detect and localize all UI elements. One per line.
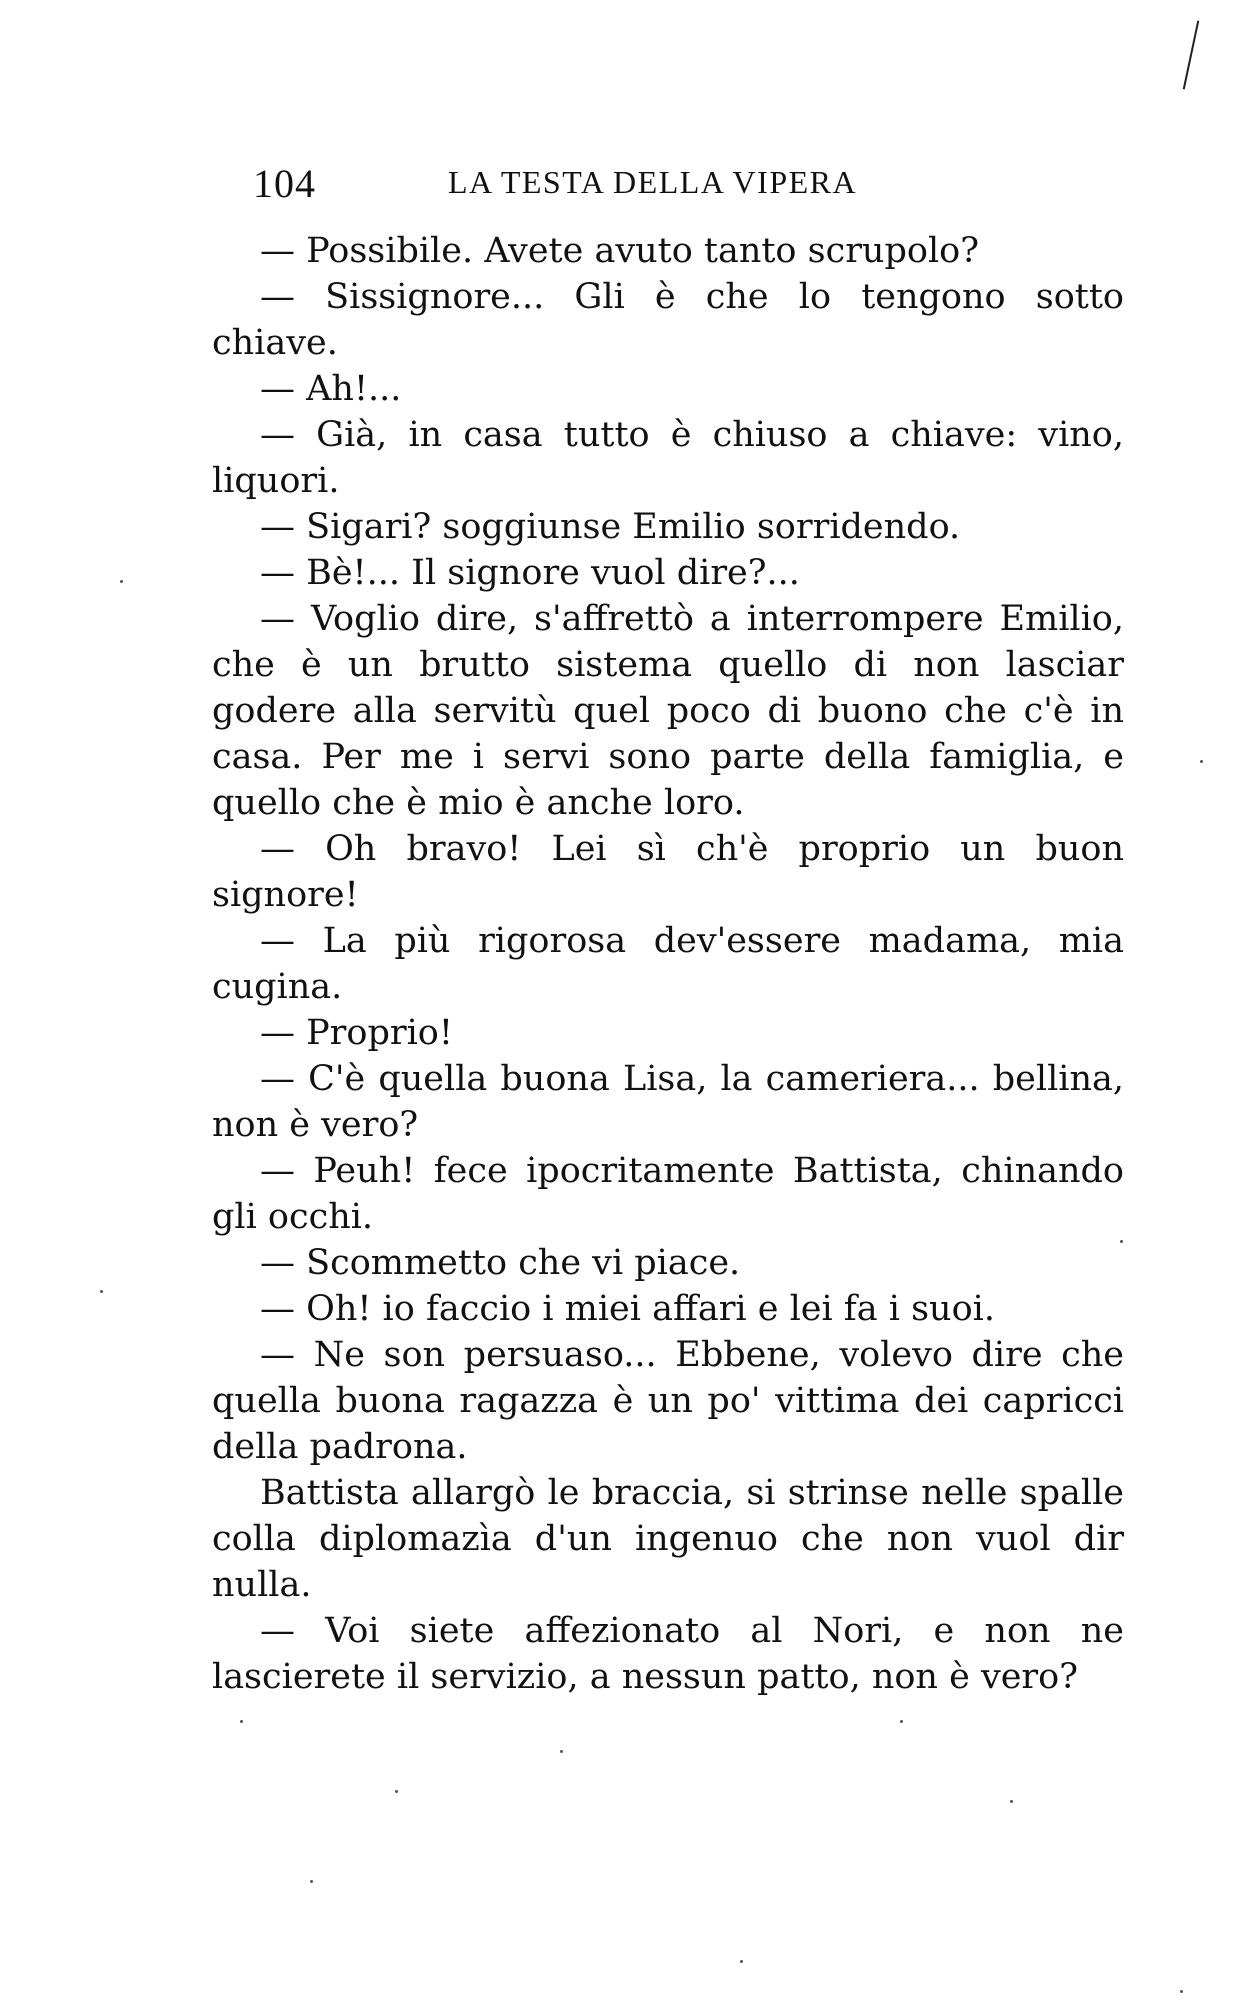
scan-speck bbox=[310, 1880, 313, 1883]
scan-speck bbox=[120, 580, 123, 583]
scan-speck bbox=[740, 1960, 743, 1963]
scan-speck bbox=[1120, 1240, 1123, 1243]
paragraph: — Sigari? soggiunse Emilio sorridendo. bbox=[260, 507, 961, 547]
paragraph: — Voglio dire, s'affrettò a interrompere Emilio, che è un brutto sistema quello di non lasciar godere alla servitù quel poco di buono che c'è in casa. Per me i servi sono parte della famiglia, e quello che è mio è anche loro. bbox=[212, 599, 1124, 823]
scan-speck bbox=[240, 1720, 243, 1723]
paragraph: — Ne son persuaso... Ebbene, volevo dire che quella buona ragazza è un po' vittima dei capricci della padrona. bbox=[212, 1335, 1124, 1467]
paragraph: — Oh bravo! Lei sì ch'è proprio un buon signore! bbox=[212, 829, 1124, 915]
paragraph: — Possibile. Avete avuto tanto scrupolo? bbox=[260, 231, 979, 271]
paragraph: — Bè!... Il signore vuol dire?... bbox=[260, 553, 800, 593]
paragraph: — Già, in casa tutto è chiuso a chiave: vino, liquori. bbox=[212, 415, 1124, 501]
scan-speck bbox=[1180, 1990, 1183, 1993]
scan-speck bbox=[395, 1790, 398, 1793]
scan-speck bbox=[560, 1750, 563, 1753]
scan-speck bbox=[100, 1290, 103, 1293]
paragraph: — Scommetto che vi piace. bbox=[260, 1243, 741, 1283]
running-title: LA TESTA DELLA VIPERA bbox=[448, 164, 858, 200]
body-text bbox=[212, 228, 1124, 1700]
scan-speck bbox=[1010, 1800, 1013, 1803]
scan-speck bbox=[1200, 760, 1203, 763]
page-header bbox=[253, 160, 1123, 210]
paragraph: — Voi siete affezionato al Nori, e non ne lascierete il servizio, a nessun patto, non è vero? bbox=[212, 1611, 1124, 1697]
paragraph: — Ah!... bbox=[260, 369, 402, 409]
scan-speck bbox=[900, 1720, 903, 1723]
page-number: 104 bbox=[253, 161, 316, 206]
paragraph: — La più rigorosa dev'essere madama, mia cugina. bbox=[212, 921, 1124, 1007]
paragraph: — Oh! io faccio i miei affari e lei fa i suoi. bbox=[260, 1289, 995, 1329]
paragraph: — Proprio! bbox=[260, 1013, 453, 1053]
paragraph: — Sissignore... Gli è che lo tengono sotto chiave. bbox=[212, 277, 1124, 363]
margin-mark bbox=[1183, 21, 1200, 90]
paragraph: — C'è quella buona Lisa, la cameriera... bellina, non è vero? bbox=[212, 1059, 1124, 1145]
paragraph: — Peuh! fece ipocritamente Battista, chinando gli occhi. bbox=[212, 1151, 1124, 1237]
paragraph: Battista allargò le braccia, si strinse nelle spalle colla diplomazìa d'un ingenuo che non vuol dir nulla. bbox=[212, 1473, 1124, 1605]
